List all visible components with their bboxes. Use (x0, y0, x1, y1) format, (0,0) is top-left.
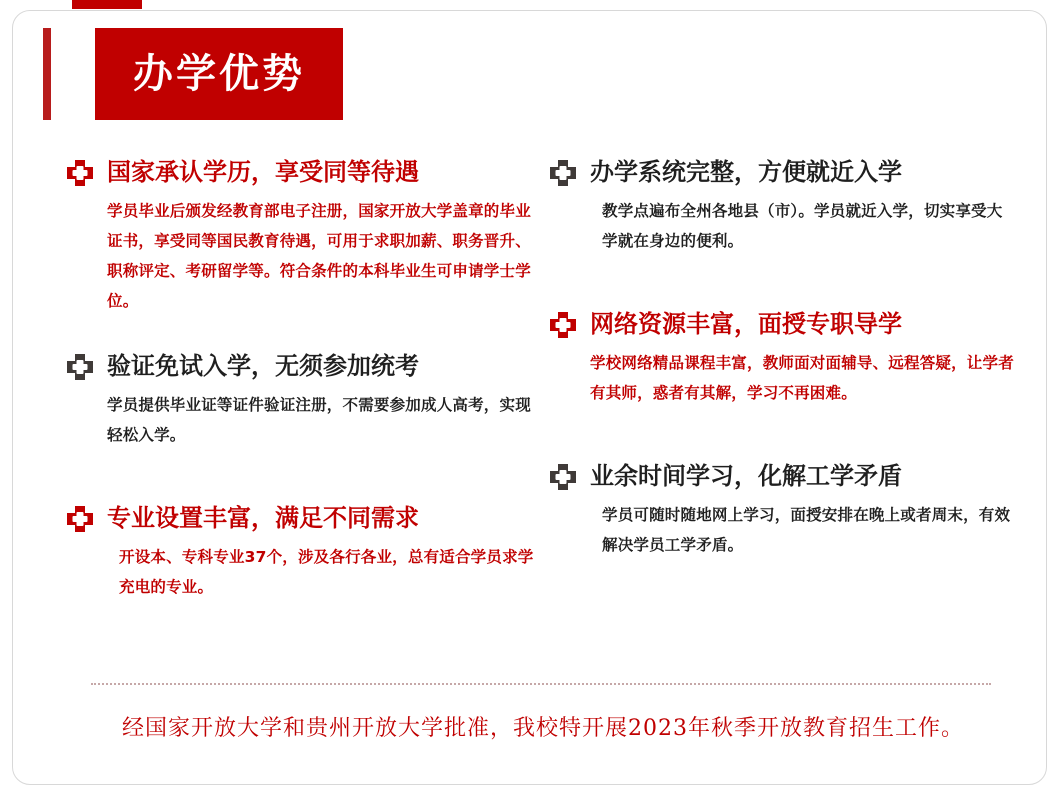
advantage-body: 学员毕业后颁发经教育部电子注册，国家开放大学盖章的毕业证书，享受同等国民教育待遇，可用于求职加薪、职务晋升、职称评定、考研留学等。符合条件的本科毕业生可申请学士学位。 (107, 202, 531, 310)
advantage-body: 教学点遍布全州各地县（市）。学员就近入学，切实享受大学就在身边的便利。 (602, 202, 1003, 250)
title-box (95, 28, 343, 120)
title-accent-bar (43, 28, 51, 120)
page-title: 办学优势 (133, 51, 305, 97)
advantage-heading: 网络资源丰富，面授专职导学 (590, 310, 902, 338)
advantage-item (548, 460, 1018, 560)
cross-icon (65, 352, 95, 382)
advantage-heading: 业余时间学习，化解工学矛盾 (590, 462, 902, 490)
advantage-body: 学员可随时随地网上学习，面授安排在晚上或者周末，有效解决学员工学矛盾。 (602, 506, 1011, 554)
advantage-item (65, 350, 535, 450)
cross-icon (548, 310, 578, 340)
content-card (12, 10, 1047, 785)
title-block (43, 28, 353, 120)
cross-icon (65, 504, 95, 534)
cross-icon (65, 158, 95, 188)
advantage-body: 开设本、专科专业37个，涉及各行各业，总有适合学员求学充电的专业。 (119, 548, 534, 596)
cross-icon (548, 158, 578, 188)
advantage-heading: 办学系统完整，方便就近入学 (590, 158, 902, 186)
advantage-heading: 验证免试入学，无须参加统考 (107, 352, 419, 380)
advantage-item (548, 156, 1018, 256)
advantage-body: 学校网络精品课程丰富，教师面对面辅导、远程答疑，让学者有其师，惑者有其解，学习不再困难。 (590, 354, 1014, 402)
advantage-heading: 国家承认学历，享受同等待遇 (107, 158, 419, 186)
left-column (65, 156, 535, 616)
advantage-item (548, 308, 1018, 408)
advantage-body: 学员提供毕业证等证件验证注册，不需要参加成人高考，实现轻松入学。 (107, 396, 531, 444)
advantage-heading: 专业设置丰富，满足不同需求 (107, 504, 419, 532)
top-red-marker (72, 0, 142, 9)
footnote-text: 经国家开放大学和贵州开放大学批准，我校特开展2023年秋季开放教育招生工作。 (122, 716, 964, 741)
advantage-item (65, 502, 535, 602)
cross-icon (548, 462, 578, 492)
advantage-item (65, 156, 535, 316)
right-column (548, 156, 1018, 574)
dotted-divider (91, 683, 991, 685)
